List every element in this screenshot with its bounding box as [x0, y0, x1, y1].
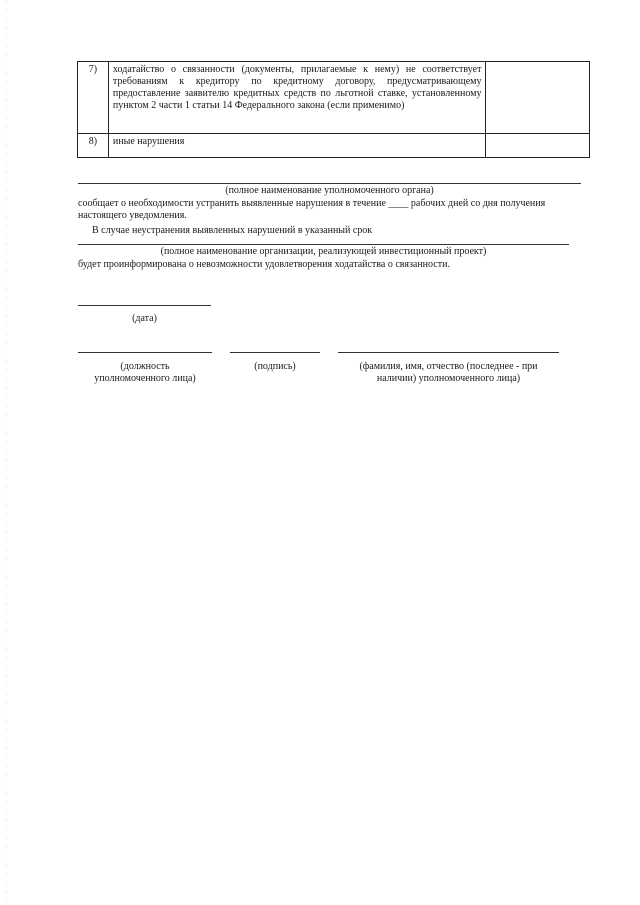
notice-line-1: [78, 198, 545, 210]
signature-line: [230, 352, 320, 353]
authority-name-caption: (полное наименование уполномоченного органа): [225, 185, 434, 196]
row-mark-cell: [486, 62, 590, 134]
full-name-line: [338, 352, 559, 353]
row-number: 8): [78, 134, 109, 158]
days-blank: ____: [388, 198, 409, 209]
organization-name-line: [78, 244, 569, 245]
full-name-caption-2: наличии) уполномоченного лица): [376, 373, 521, 384]
notice-text: сообщает о необходимости устранить выявленные нарушения в течение: [78, 198, 389, 209]
table-row: [78, 134, 590, 158]
position-caption-1: (должность: [120, 361, 170, 372]
authority-name-line: [78, 183, 581, 184]
row-description: иные нарушения: [108, 134, 486, 158]
notice-text: рабочих дней со дня получения: [408, 198, 546, 209]
violations-table: [77, 61, 590, 158]
date-caption: (дата): [132, 313, 157, 324]
notice-line-2: настоящего уведомления.: [78, 210, 187, 221]
notice-line-3: В случае неустранения выявленных нарушений в указанный срок: [92, 225, 373, 236]
row-description: ходатайство о связанности (документы, прилагаемые к нему) не соответствует требованиям к кредитору по кредитному договору, предусматривающему предоставление заявителю кредитных средств по льготной ставке, установленному пунктом 2 части 1 статьи 14 Федерального закона (если применимо): [108, 62, 486, 134]
position-caption-2: уполномоченного лица): [94, 373, 196, 384]
row-mark-cell: [486, 134, 590, 158]
organization-name-caption: (полное наименование организации, реализующей инвестиционный проект): [160, 246, 487, 257]
scan-edge-artifact: [6, 0, 7, 905]
row-number: 7): [78, 62, 109, 134]
signature-caption: (подпись): [254, 361, 296, 372]
notice-line-4: будет проинформирована о невозможности удовлетворения ходатайства о связанности.: [78, 259, 450, 270]
date-line: [78, 305, 211, 306]
position-line: [78, 352, 212, 353]
table-row: [78, 62, 590, 134]
full-name-caption-1: (фамилия, имя, отчество (последнее - при: [359, 361, 538, 372]
